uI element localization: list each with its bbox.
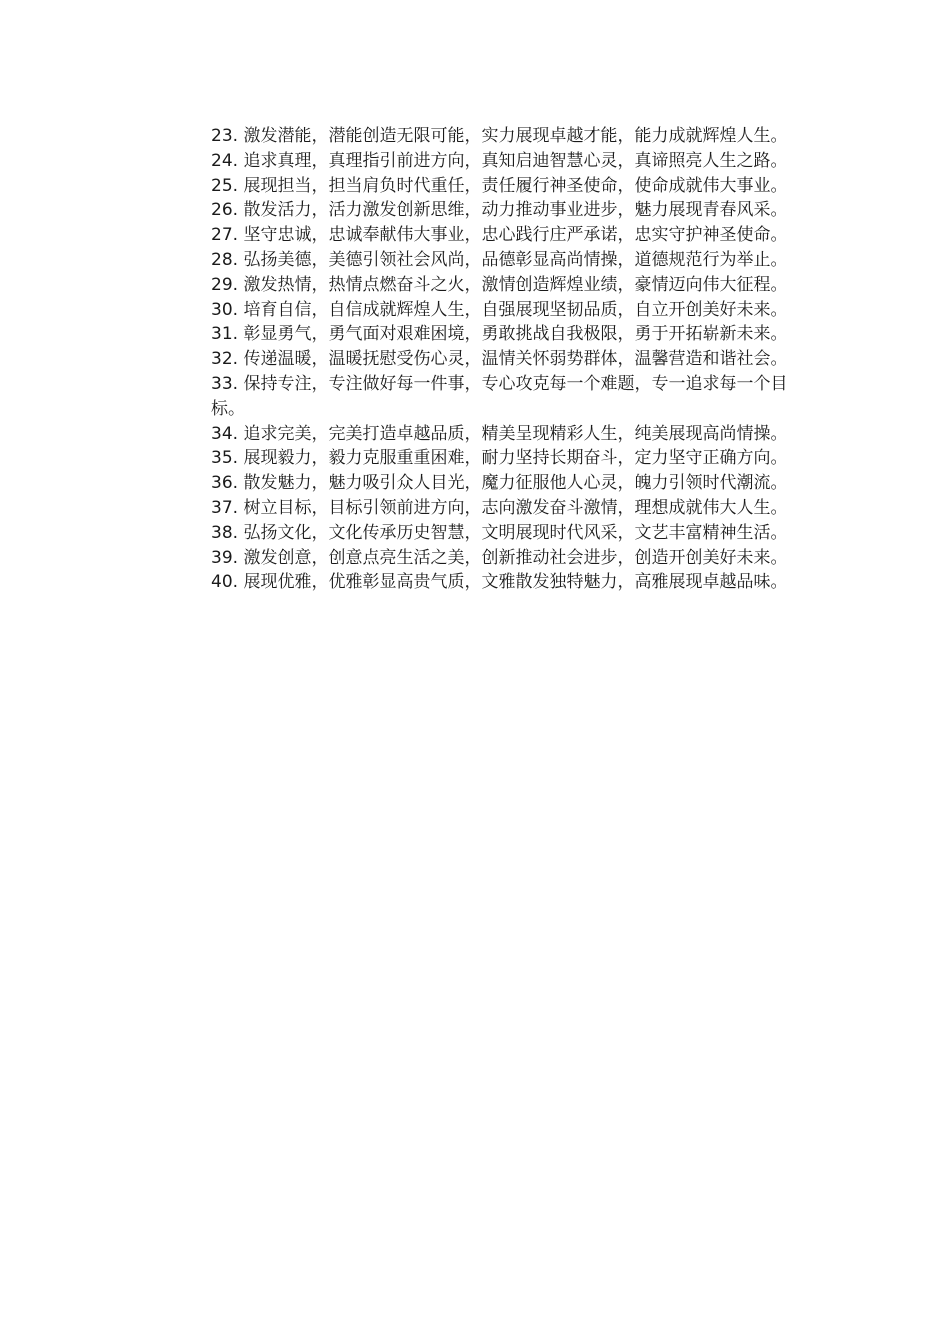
list-item: 40. 展现优雅，优雅彰显高贵气质，文雅散发独特魅力，高雅展现卓越品味。 <box>211 572 788 593</box>
list-item: 37. 树立目标，目标引领前进方向，志向激发奋斗激情，理想成就伟大人生。 <box>211 497 788 518</box>
list-item: 26. 散发活力，活力激发创新思维，动力推动事业进步，魅力展现青春风采。 <box>211 200 788 221</box>
list-item: 30. 培育自信，自信成就辉煌人生，自强展现坚韧品质，自立开创美好未来。 <box>211 299 788 320</box>
list-item: 34. 追求完美，完美打造卓越品质，精美呈现精彩人生，纯美展现高尚情操。 <box>211 423 788 444</box>
list-item: 35. 展现毅力，毅力克服重重困难，耐力坚持长期奋斗，定力坚守正确方向。 <box>211 448 788 469</box>
list-item: 23. 激发潜能，潜能创造无限可能，实力展现卓越才能，能力成就辉煌人生。 <box>211 126 788 146</box>
list-item: 29. 激发热情，热情点燃奋斗之火，激情创造辉煌业绩，豪情迈向伟大征程。 <box>211 274 788 295</box>
list-item: 31. 彰显勇气，勇气面对艰难困境，勇敢挑战自我极限，勇于开拓崭新未来。 <box>211 324 788 345</box>
list-item: 28. 弘扬美德，美德引领社会风尚，品德彰显高尚情操，道德规范行为举止。 <box>211 249 788 270</box>
list-item: 32. 传递温暖，温暖抚慰受伤心灵，温情关怀弱势群体，温馨营造和谐社会。 <box>211 349 788 370</box>
list-item: 38. 弘扬文化，文化传承历史智慧，文明展现时代风采，文艺丰富精神生活。 <box>211 522 788 543</box>
list-item: 33. 保持专注，专注做好每一件事，专心攻克每一个难题，专一追求每一个目标。 <box>211 373 788 419</box>
numbered-list <box>211 124 807 595</box>
list-item: 24. 追求真理，真理指引前进方向，真知启迪智慧心灵，真谛照亮人生之路。 <box>211 150 788 171</box>
list-item: 27. 坚守忠诚，忠诚奉献伟大事业，忠心践行庄严承诺，忠实守护神圣使命。 <box>211 225 788 246</box>
list-item: 36. 散发魅力，魅力吸引众人目光，魔力征服他人心灵，魄力引领时代潮流。 <box>211 473 788 494</box>
list-item: 39. 激发创意，创意点亮生活之美，创新推动社会进步，创造开创美好未来。 <box>211 547 788 568</box>
list-item: 25. 展现担当，担当肩负时代重任，责任履行神圣使命，使命成就伟大事业。 <box>211 175 788 196</box>
